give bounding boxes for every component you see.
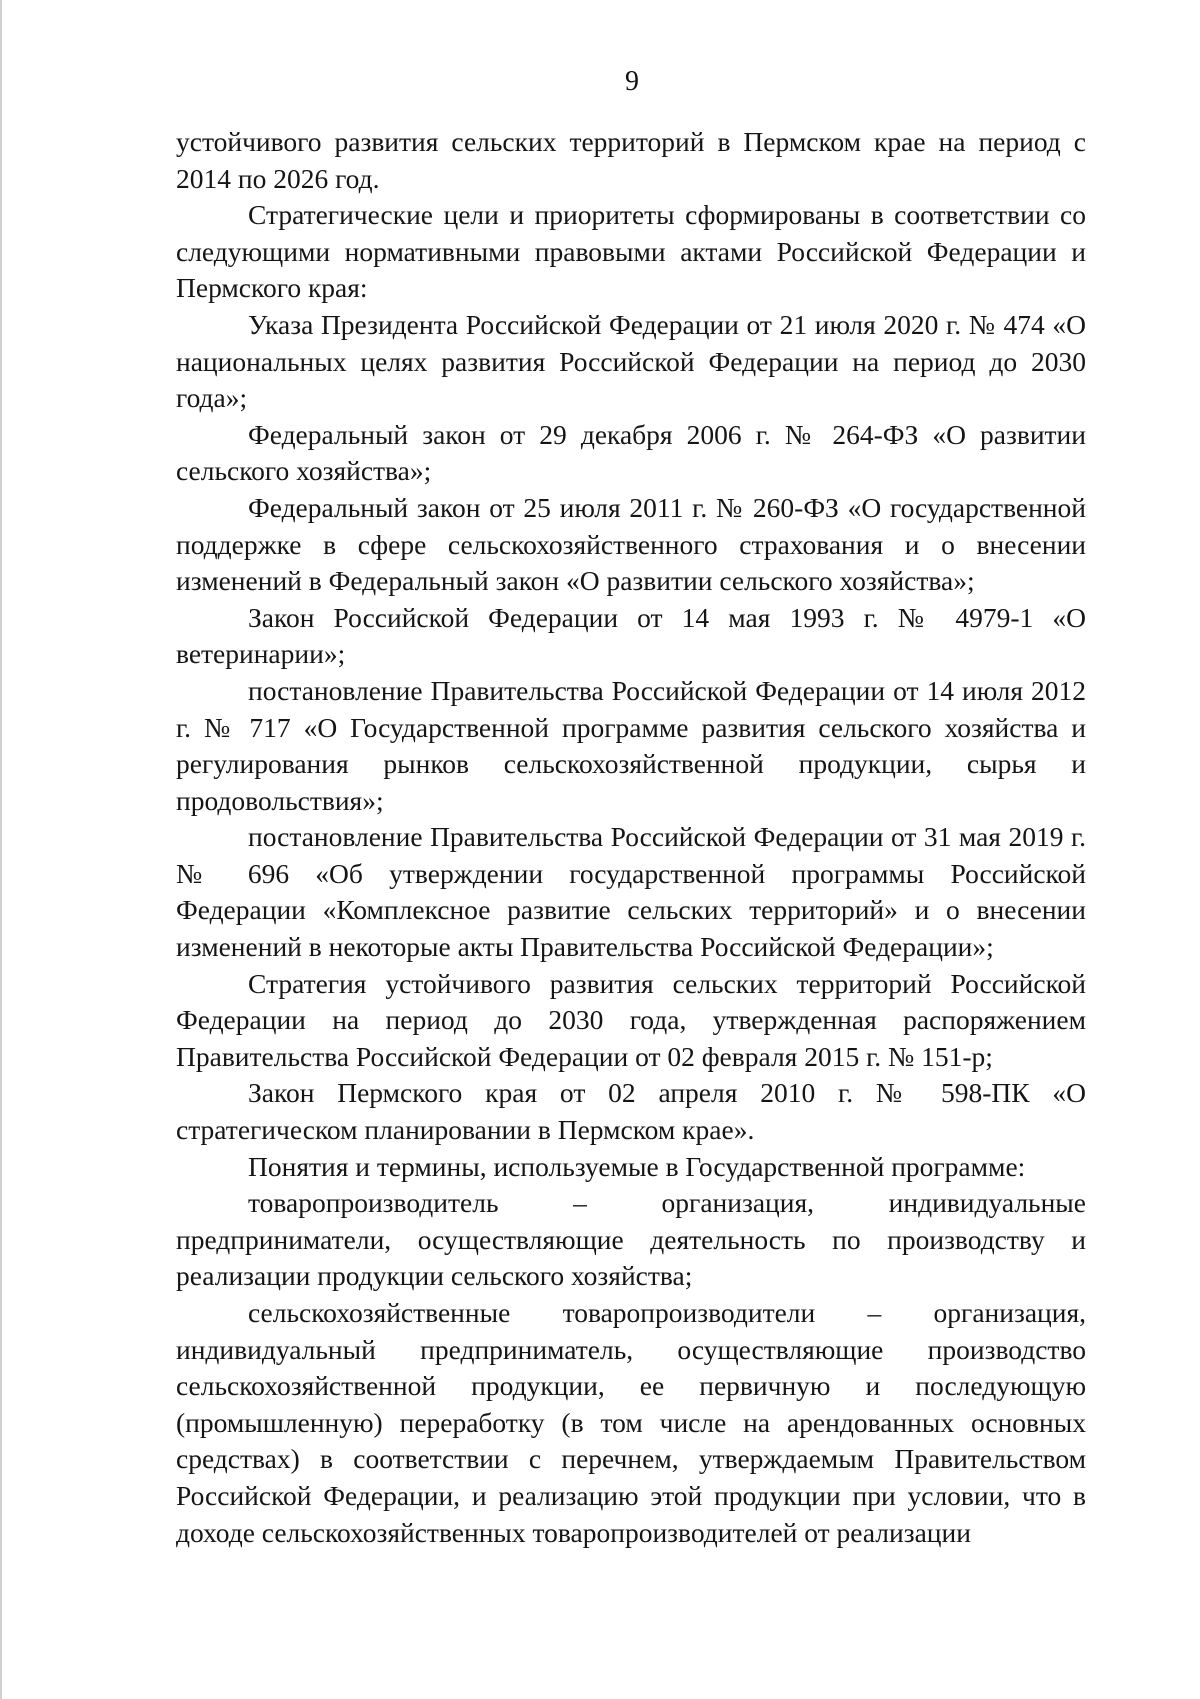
paragraph-resolution-696: постановление Правительства Российской Федерации от 31 мая 2019 г. № 696 «Об утверждении государственной программы Российской Федерации «Комплексное развитие сельских территорий» и о внесении изменений в некоторые акты Правительства Российской Федерации»; [176, 821, 1086, 963]
paragraph-rural-strategy: Стратегия устойчивого развития сельских территорий Российской Федерации на период до 2030 года, утвержденная распоряжением Правительства Российской Федерации от 02 февраля 2015 г. № 151-р; [176, 967, 1086, 1072]
paragraph-term-agricultural-producers: сельскохозяйственные товаропроизводители – организация, индивидуальный предприниматель, осуществляющие производство сельскохозяйственной продукции, ее первичную и последующую (промышленную) переработку (в том числе на арендованных основных средствах) в соответствии с перечнем, утверждаемым Правительством Российской Федерации, и реализацию этой продукции при условии, что в доходе сельскохозяйственных товаропроизводителей от реализации [176, 1297, 1086, 1548]
paragraph-terms-intro: Понятия и термины, используемые в Государственной программе: [248, 1150, 1026, 1182]
paragraph-federal-law-260: Федеральный закон от 25 июля 2011 г. № 260-ФЗ «О государственной поддержке в сфере сельскохозяйственного страхования и о внесении изменений в Федеральный закон «О развитии сельского хозяйства»; [176, 491, 1086, 597]
paragraph-presidential-decree: Указа Президента Российской Федерации от 21 июля 2020 г. № 474 «О национальных целях развития Российской Федерации на период до 2030 года»; [176, 308, 1086, 414]
paragraph-resolution-717: постановление Правительства Российской Федерации от 14 июля 2012 г. № 717 «О Государственной программе развития сельского хозяйства и регулирования рынков сельскохозяйственной продукции, сырья и продовольствия»; [176, 674, 1086, 816]
paragraph-continuation: устойчивого развития сельских территорий в Пермском крае на период с 2014 по 2026 год. [176, 126, 1086, 194]
paragraph-term-producer: товаропроизводитель – организация, индивидуальные предприниматели, осуществляющие деятельность по производству и реализации продукции сельского хозяйства; [176, 1187, 1086, 1292]
page-number: 9 [625, 66, 639, 97]
document-body [176, 124, 1086, 1551]
paragraph-law-veterinary: Закон Российской Федерации от 14 мая 1993 г. № 4979-1 «О ветеринарии»; [176, 601, 1086, 670]
paragraph-federal-law-264: Федеральный закон от 29 декабря 2006 г. № 264-ФЗ «О развитии сельского хозяйства»; [176, 418, 1086, 487]
paragraph-strategic-goals: Стратегические цели и приоритеты сформированы в соответствии со следующими нормативными правовыми актами Российской Федерации и Пермского края: [176, 199, 1086, 304]
paragraph-perm-law-598: Закон Пермского края от 02 апреля 2010 г. № 598-ПК «О стратегическом планировании в Пермском крае». [176, 1077, 1086, 1146]
